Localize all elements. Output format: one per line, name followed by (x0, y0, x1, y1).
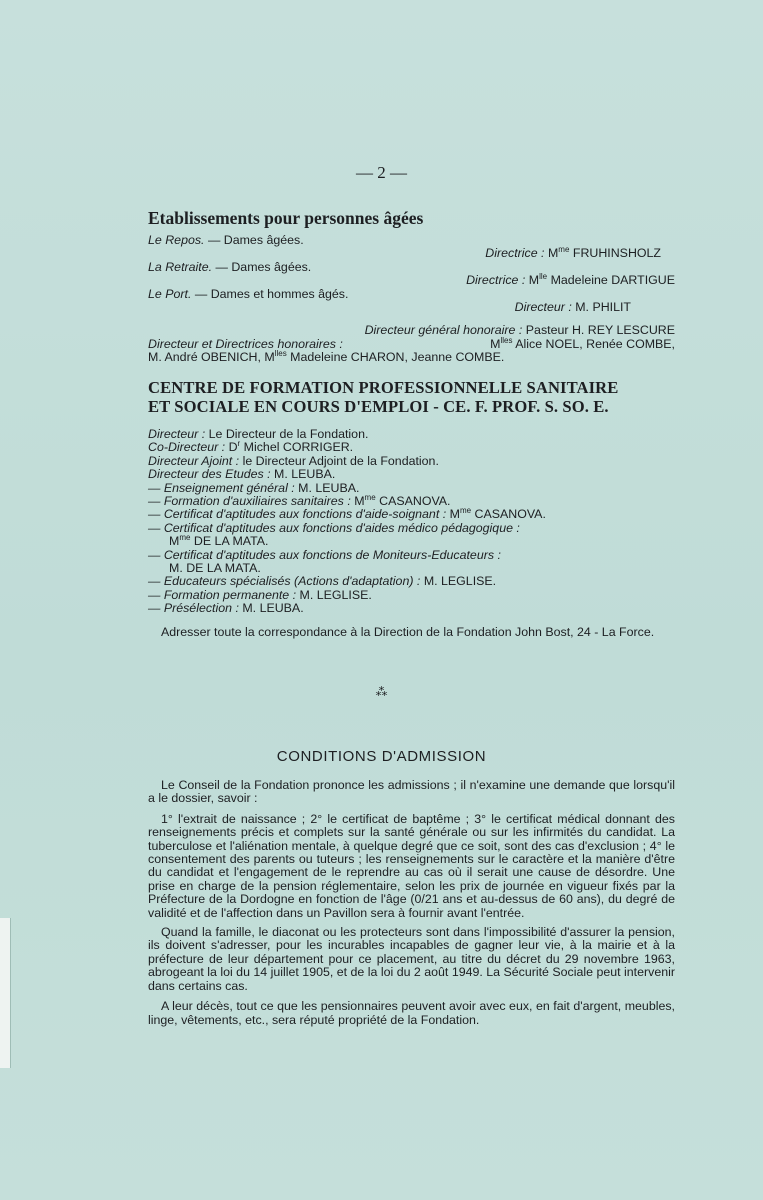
conditions-paragraph-2: 1° l'extrait de naissance ; 2° le certificat de baptême ; 3° le certificat médical donnant des renseignements précis et complets sur la santé générale ou sur les infirmités du candidat. La tuberculose et l'aliénation mentale, à quelque degré que ce soit, sont des cas d'exclusion ; 4° le consentement des parents ou tuteurs ; les renseignements sur le caractère et la manière d'être du candidat et l'engagement de le reprendre au cas où il serait une cause de désordre. Une prise en charge de la pension réglementaire, selon les prix de journée en vigueur fixés par la Préfecture de la Dordogne en fonction de l'âge (0/21 ans et au-dessus de 60 ans), du degré de validité et de l'affection dans un Pavillon sera à fournir avant l'entrée. (148, 811, 675, 920)
repos-prefix: M (547, 246, 559, 261)
port-desc: — Dames et hommes âgés. (194, 286, 349, 301)
centre-staff-role: Directeur des Etudes : (148, 467, 271, 482)
section-separator: ⁂ (375, 685, 388, 699)
repos-label: Le Repos. (148, 233, 205, 247)
centre-staff-role: — Formation permanente : (148, 587, 297, 602)
centre-staff-line (148, 535, 675, 548)
port-role: Directeur : (514, 300, 572, 315)
conditions-title: CONDITIONS D'ADMISSION (276, 748, 487, 765)
port-line (148, 288, 675, 301)
centre-staff-role: Co-Directeur : (148, 440, 226, 455)
centre-staff-line (148, 549, 675, 562)
centre-staff-line (148, 468, 675, 481)
page-edge-fold (0, 918, 11, 1068)
conditions-paragraph-1: Le Conseil de la Fondation prononce les admissions ; il n'examine une demande que lorsqu'il a le dossier, savoir : (148, 778, 675, 806)
centre-staff-line (148, 562, 675, 575)
honorary-cont-sup: lles (274, 349, 287, 359)
centre-staff-value: M. LEUBA. (242, 601, 304, 616)
repos-role: Directrice : (485, 246, 545, 261)
centre-staff-role: Directeur : (148, 427, 206, 441)
centre-title-line2: ET SOCIALE EN COURS D'EMPLOI - CE. F. PROF. S. SO. E. (148, 396, 609, 416)
honorary-general-role: Directeur général honoraire : (364, 323, 523, 338)
retraite-director (148, 274, 675, 287)
centre-staff-name: DE LA MATA. (193, 534, 269, 549)
centre-staff-role: — Educateurs spécialisés (Actions d'adaptation) : (148, 574, 421, 589)
centre-staff-line (148, 508, 675, 521)
retraite-prefix: M (528, 273, 540, 288)
page-number: — 2 — (356, 163, 407, 182)
centre-staff-value: M (354, 494, 365, 509)
centre-staff-sup: r (237, 439, 241, 449)
centre-staff-name: CASANOVA. (474, 507, 546, 522)
honorary-directors-names: Alice NOEL, Renée COMBE, (515, 336, 675, 351)
honorary-directors-sup: lles (500, 335, 513, 345)
centre-staff-sup: me (179, 533, 191, 543)
honorary-directors-cont (148, 351, 675, 364)
centre-staff-sup: me (364, 492, 376, 502)
retraite-desc: — Dames âgées. (215, 259, 312, 274)
centre-staff-role: — Certificat d'aptitudes aux fonctions d'aides médico pédagogique : (148, 520, 520, 535)
centre-staff-role: Directeur Ajoint : (148, 453, 240, 468)
centre-staff-line (148, 602, 675, 615)
centre-staff-line (148, 589, 675, 602)
centre-staff-value: M. LEGLISE. (423, 574, 497, 589)
centre-staff-value: M. LEGLISE. (299, 587, 372, 602)
honorary-general-person: Pasteur H. REY LESCURE (525, 323, 675, 338)
port-person: M. PHILIT (575, 300, 631, 315)
centre-staff-value: M. LEUBA. (298, 480, 360, 495)
centre-staff-role: — Présélection : (148, 601, 239, 616)
centre-staff-list (148, 428, 675, 616)
conditions-paragraph-4: A leur décès, tout ce que les pensionnaires peuvent avoir avec eux, en fait d'argent, meubles, linge, vêtements, etc., sera réputé propriété de la Fondation. (148, 999, 675, 1027)
retraite-role: Directrice : (466, 273, 526, 288)
centre-title-line1: CENTRE DE FORMATION PROFESSIONNELLE SANITAIRE (148, 378, 619, 397)
retraite-label: La Retraite. (148, 259, 213, 274)
retraite-person: Madeleine DARTIGUE (550, 273, 675, 288)
centre-staff-sup: me (459, 506, 472, 516)
centre-staff-role: — Certificat d'aptitudes aux fonctions d'aide-soignant : (148, 507, 447, 522)
conditions-section (148, 779, 675, 1027)
centre-staff-line (148, 441, 675, 454)
centre-staff-line (148, 575, 675, 588)
honorary-general (148, 324, 675, 337)
retraite-sup: lle (539, 272, 548, 282)
centre-staff-value: M (449, 507, 460, 522)
port-director (148, 301, 675, 314)
repos-director (148, 247, 675, 260)
port-label: Le Port. (148, 286, 192, 301)
repos-person: FRUHINSHOLZ (572, 246, 661, 261)
centre-staff-line (148, 455, 675, 468)
centre-section (148, 379, 675, 639)
honorary-cont-b: Madeleine CHARON, Jeanne COMBE. (290, 350, 505, 365)
honorary-cont-a: M. André OBENICH, M (148, 350, 275, 365)
etablissements-title: Etablissements pour personnes âgées (148, 208, 424, 228)
centre-staff-value: M. LEUBA. (274, 467, 336, 482)
centre-staff-role: — Formation d'auxiliaires sanitaires : (148, 494, 351, 509)
centre-staff-role: — Certificat d'aptitudes aux fonctions de Moniteurs-Educateurs : (148, 547, 501, 562)
repos-sup: me (558, 245, 570, 255)
centre-staff-role: — Enseignement général : (148, 480, 295, 495)
centre-staff-value: M (169, 534, 180, 549)
repos-desc: — Dames âgées. (207, 233, 304, 247)
honorary-directors-prefix: M (490, 336, 501, 351)
centre-staff-name: Michel CORRIGER. (243, 440, 354, 455)
conditions-paragraph-3: Quand la famille, le diaconat ou les protecteurs sont dans l'impossibilité d'assurer la pension, ils doivent s'adresser, pour les incurables incapables de gagner leur vie, à la mairie et à la préfecture de leur département pour ce placement, au titre du décret du 29 novembre 1963, abrogeant la loi du 14 juillet 1905, et de la loi du 2 août 1949. La Sécurité Sociale peut intervenir dans certains cas. (148, 925, 675, 993)
centre-staff-value: Le Directeur de la Fondation. (208, 427, 369, 441)
centre-staff-value: le Directeur Adjoint de la Fondation. (242, 453, 439, 468)
etablissements-section (148, 208, 675, 365)
centre-staff-name: CASANOVA. (379, 494, 451, 509)
centre-staff-value: D (228, 440, 238, 455)
correspondence-note: Adresser toute la correspondance à la Direction de la Fondation John Bost, 24 - La Force. (161, 624, 655, 639)
honorary-directors-role: Directeur et Directrices honoraires : (148, 336, 343, 351)
centre-staff-value: M. DE LA MATA. (169, 561, 261, 576)
